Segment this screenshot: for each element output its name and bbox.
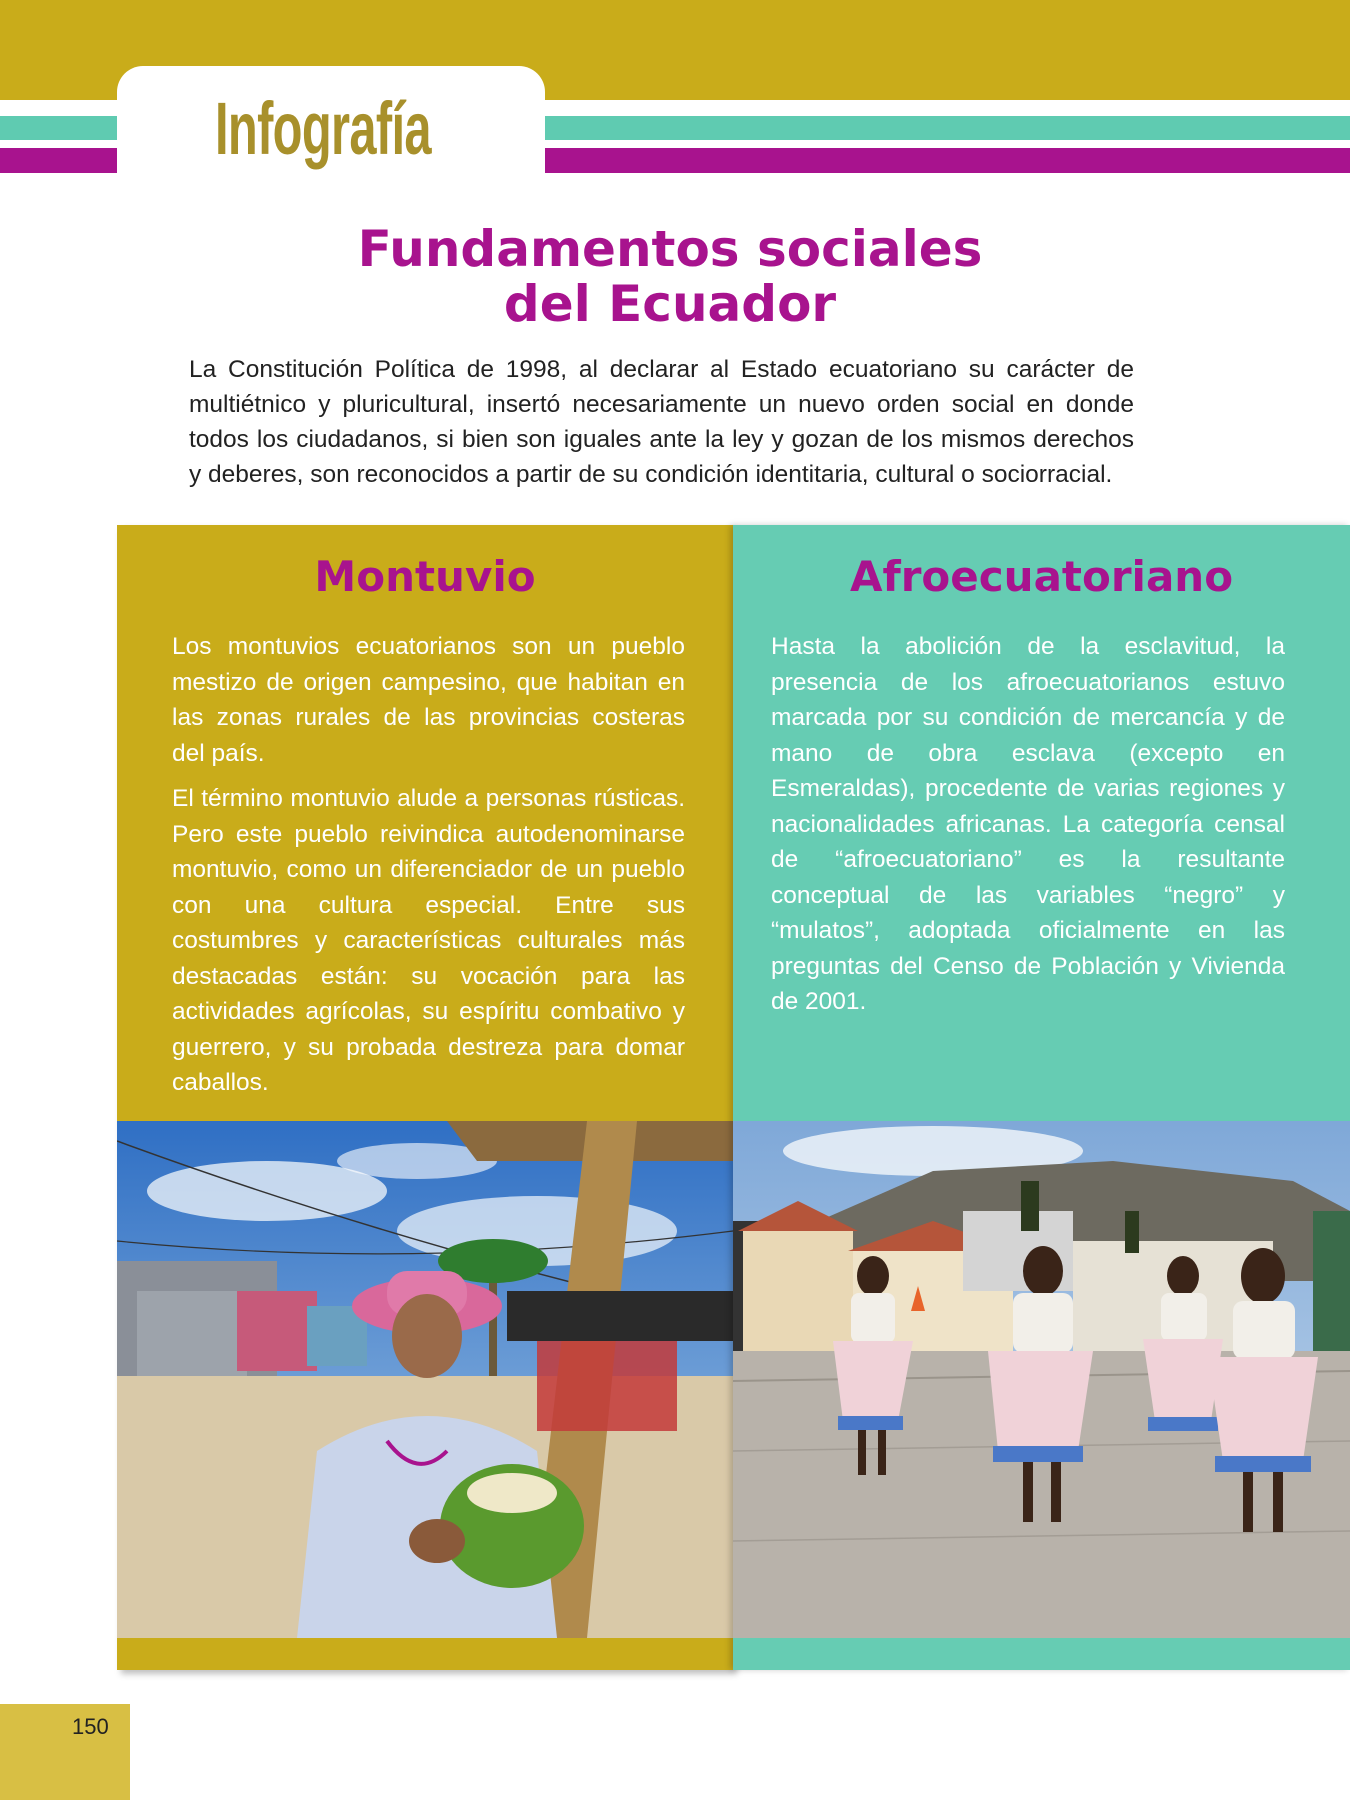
montuvio-paragraph-1: Los montuvios ecuatorianos son un pueblo mestizo de origen campesino, que habitan en las zonas rurales de las provincias costeras del país. [172, 633, 685, 767]
montuvio-photo [117, 1121, 733, 1638]
montuvio-panel [117, 525, 733, 1670]
afroecuatoriano-photo [733, 1121, 1350, 1638]
afroecuatoriano-panel [733, 525, 1350, 1670]
section-label: Infografía [215, 87, 431, 170]
afroecuatoriano-paragraph-1: Hasta la abolición de la esclavitud, la presencia de los afroecuatorianos estuvo marcada por su condición de mercancía y de mano de obra esclava (excepto en Esmeraldas), procedente de varias regiones y nacionalidades africanas. La categoría censal de “afroecuatoriano” es la resultante conceptual de las variables “negro” y “mulatos”, adoptada oficialmente en las preguntas del Censo de Población y Vivienda de 2001. [771, 633, 1285, 1015]
afroecuatoriano-heading: Afroecuatoriano [849, 552, 1234, 601]
montuvio-text [172, 629, 685, 1111]
page-title-line-2: del Ecuador [503, 275, 837, 333]
page-title-line-1: Fundamentos sociales [357, 220, 983, 278]
page-title [190, 222, 1150, 332]
montuvio-photo-illustration [117, 1121, 733, 1638]
afroecuatoriano-text [771, 629, 1285, 1030]
montuvio-paragraph-2: El término montuvio alude a personas rústicas. Pero este pueblo reivindica autodenominarse montuvio, como un diferenciador de un pueblo con una cultura especial. Entre sus costumbres y características culturales más destacadas están: su vocación para las actividades agrícolas, su espíritu combativo y guerrero, y su probada destreza para domar caballos. [172, 785, 685, 1096]
page-number-tab [0, 1704, 130, 1800]
intro-paragraph: La Constitución Política de 1998, al declarar al Estado ecuatoriano su carácter de multiétnico y pluricultural, insertó necesariamente un nuevo orden social en donde todos los ciudadanos, si bien son iguales ante la ley y gozan de los mismos derechos y deberes, son reconocidos a partir de su condición identitaria, cultural o sociorracial. [189, 356, 1134, 488]
montuvio-heading: Montuvio [314, 552, 536, 601]
afroecuatoriano-photo-illustration [733, 1121, 1350, 1638]
page-number: 150 [72, 1714, 109, 1739]
